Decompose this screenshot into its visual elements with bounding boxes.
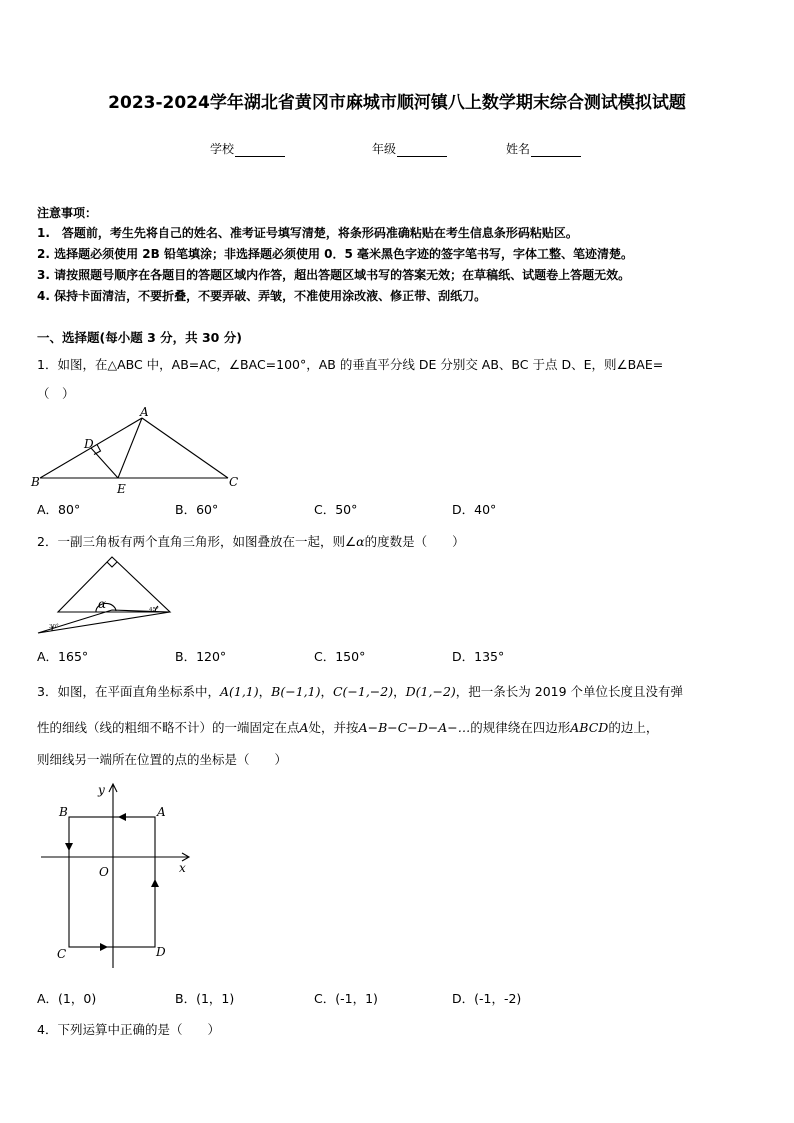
note-item: 3. 请按照题号顺序在各题目的答题区域内作答，超出答题区域书写的答案无效；在草稿纸、试题卷上答题无效。 (37, 268, 631, 282)
q3-point-d: D(1,−2) (405, 684, 456, 699)
q1-label-e: E (117, 482, 126, 496)
q3-arrow-ab (118, 813, 126, 821)
note-item: 2. 选择题必须使用 2B 铅笔填涂；非选择题必须使用 0．5 毫米黑色字迹的签字笔书写，字体工整、笔迹清楚。 (37, 247, 633, 261)
q3-sep: ， (320, 684, 333, 699)
name-blank[interactable] (531, 144, 581, 157)
q3-line1-suffix: ，把一条长为 2019 个单位长度且没有弹 (455, 684, 684, 699)
q2-right-angle-mark (107, 562, 117, 567)
section-heading: 一、选择题(每小题 3 分，共 30 分) (37, 330, 242, 345)
q1-paren: （ ） (37, 386, 75, 401)
q4-text: 4．下列运算中正确的是（ ） (37, 1022, 220, 1037)
q3-arrow-bc (65, 843, 73, 851)
q3-arrow-da (151, 879, 159, 887)
q2-option-c[interactable]: C．150° (314, 649, 366, 664)
page-title: 2023-2024学年湖北省黄冈市麻城市顺河镇八上数学期末综合测试模拟试题 (108, 93, 686, 113)
note-item: 1. 答题前，考生先将自己的姓名、准考证号填写清楚，将条形码准确粘贴在考生信息条形码粘贴区。 (37, 226, 578, 240)
q3-option-b[interactable]: B．(1，1) (175, 991, 235, 1006)
q3-point-a: A(1,1) (219, 684, 259, 699)
q3-point-c: C(−1,−2) (332, 684, 394, 699)
q3-option-d[interactable]: D．(-1，-2) (452, 991, 522, 1006)
q3-figure (36, 780, 196, 970)
school-blank[interactable] (235, 144, 285, 157)
q3-sep: ， (258, 684, 272, 699)
school-label: 学校 (210, 142, 235, 156)
q1-side-ac (142, 418, 228, 478)
q1-label-b: B (31, 475, 40, 489)
q1-option-b[interactable]: B．60° (175, 502, 219, 517)
grade-blank[interactable] (397, 144, 447, 157)
q2-figure (34, 554, 176, 636)
q3-label-b: B (59, 805, 68, 819)
q3-line2-mid2: 的规律绕在四边形 (470, 720, 571, 735)
q2-option-a[interactable]: A．165° (37, 649, 89, 664)
notes-heading: 注意事项： (37, 206, 98, 220)
q3-line2-sequence: A−B−C−D−A−… (358, 720, 471, 735)
q2-text-before: 2．一副三角板有两个直角三角形，如图叠放在一起，则∠ (37, 534, 357, 549)
q3-line2-suffix: 的边上， (608, 720, 659, 735)
q2-option-d[interactable]: D．135° (452, 649, 505, 664)
q1-option-a[interactable]: A．80° (37, 502, 81, 517)
q3-line2-prefix: 性的细线（线的粗细不略不计）的一端固定在点 (37, 720, 300, 735)
name-field (506, 140, 581, 157)
q1-label-d: D (84, 437, 94, 451)
q3-rectangle-abcd (69, 817, 155, 947)
q3-line2-point: A (299, 720, 309, 735)
q2-option-b[interactable]: B．120° (175, 649, 227, 664)
q3-label-x: x (179, 861, 186, 875)
note-item: 4. 保持卡面清洁，不要折叠，不要弄破、弄皱，不准使用涂改液、修正带、刮纸刀。 (37, 289, 487, 303)
grade-field (372, 140, 447, 157)
q1-line-ae (118, 418, 142, 478)
q3-point-b: B(−1,1) (271, 684, 321, 699)
q2-label-30: 30° (49, 624, 59, 630)
q3-label-o: O (99, 865, 109, 879)
q1-option-d[interactable]: D．40° (452, 502, 497, 517)
q3-label-y: y (98, 783, 105, 797)
grade-label: 年级 (372, 142, 397, 156)
q3-line1 (37, 682, 683, 700)
q3-sep: ， (393, 684, 406, 699)
q1-figure (30, 404, 250, 496)
q1-label-c: C (229, 475, 239, 489)
q1-option-c[interactable]: C．50° (314, 502, 358, 517)
q3-label-a: A (157, 805, 166, 819)
q3-line3: 则细线另一端所在位置的点的坐标是（ ） (37, 752, 288, 767)
q3-arrow-cd (100, 943, 108, 951)
q3-line2 (37, 718, 658, 736)
q1-label-a: A (140, 405, 149, 419)
q2-text (37, 532, 465, 550)
school-field (210, 140, 285, 157)
q2-label-alpha: α (98, 597, 107, 611)
q3-line2-mid: 处，并按 (308, 720, 359, 735)
q3-option-c[interactable]: C．(-1，1) (314, 991, 378, 1006)
q2-alpha: α (356, 534, 365, 549)
q3-line2-quad: ABCD (570, 720, 609, 735)
q2-label-45: 45° (149, 607, 159, 613)
q3-label-d: D (156, 945, 166, 959)
q2-text-after: 的度数是（ ） (364, 534, 465, 549)
q1-text: 1．如图，在△ABC 中，AB=AC，∠BAC=100°，AB 的垂直平分线 DE 分别交 AB、BC 于点 D、E，则∠BAE= (37, 357, 664, 372)
q3-line1-prefix: 3．如图，在平面直角坐标系中， (37, 684, 220, 699)
q3-label-c: C (57, 947, 67, 961)
q3-option-a[interactable]: A．(1，0) (37, 991, 97, 1006)
name-label: 姓名 (506, 142, 531, 156)
q1-line-de (91, 448, 118, 478)
